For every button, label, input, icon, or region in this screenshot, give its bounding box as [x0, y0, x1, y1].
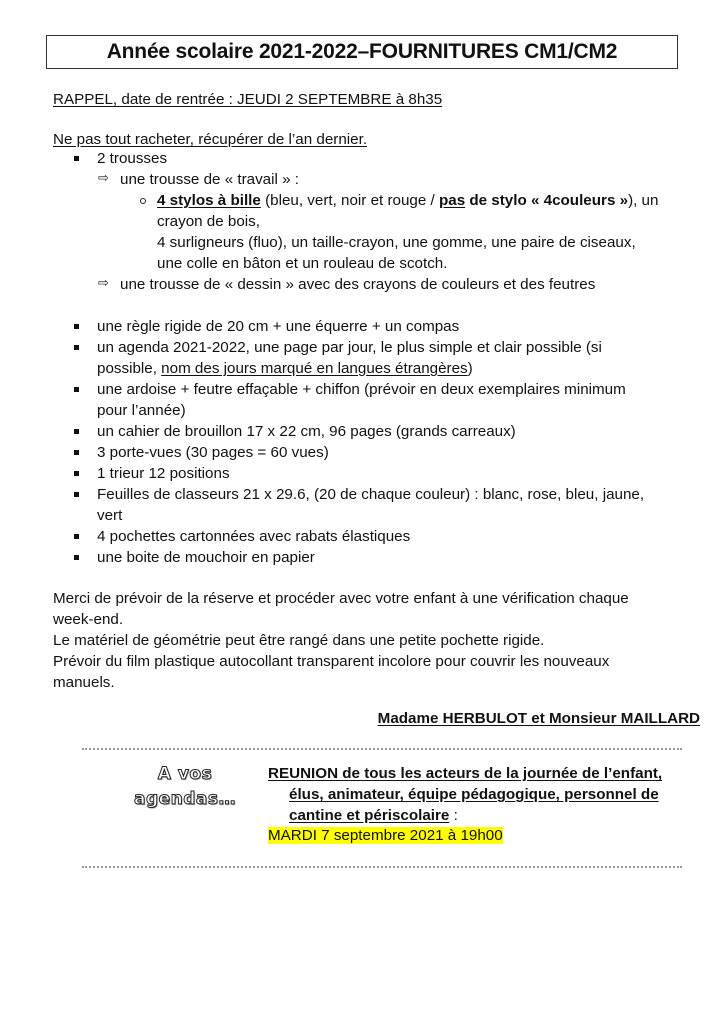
circle-bullet-icon: [140, 198, 146, 204]
crayon-line: crayon de bois,: [157, 213, 260, 230]
square-bullet-icon: [74, 471, 79, 476]
item-trieur: 1 trieur 12 positions: [97, 465, 230, 482]
item-feuilles: Feuilles de classeurs 21 x 29.6, (20 de chaque couleur) : blanc, rose, bleu, jaune,: [97, 486, 645, 503]
highlighted-date: MARDI 7 septembre 2021 à 19h00: [268, 827, 503, 844]
reunion-cantine: cantine et périscolaire: [289, 807, 450, 824]
agenda-heading-line1: A vos: [157, 764, 213, 784]
item-agenda-cont: [97, 359, 473, 379]
square-bullet-icon: [74, 345, 79, 350]
square-bullet-icon: [74, 156, 79, 161]
surligneurs-line: 4 surligneurs (fluo), un taille-crayon, une gomme, une paire de ciseaux,: [157, 234, 636, 251]
pas-word: pas: [438, 192, 466, 209]
intro-text: Ne pas tout racheter, récupérer de l’an dernier.: [53, 131, 368, 148]
square-bullet-icon: [74, 555, 79, 560]
agenda-heading-line2: agendas…: [133, 789, 237, 809]
item-ardoise: une ardoise + feutre effaçable + chiffon (prévoir en deux exemplaires minimum: [97, 381, 626, 398]
note-film-cont: manuels.: [53, 674, 115, 691]
item-regle: une règle rigide de 20 cm + une équerre + un compas: [97, 318, 460, 335]
trousse-dessin: une trousse de « dessin » avec des crayons de couleurs et des feutres: [120, 276, 596, 293]
colle-line: une colle en bâton et un rouleau de scotch.: [157, 255, 448, 272]
stylos-line: [157, 191, 658, 211]
note-merci: Merci de prévoir de la réserve et procéder avec votre enfant à une vérification chaque: [53, 590, 629, 607]
agenda-possible: possible,: [97, 360, 162, 377]
square-bullet-icon: [74, 492, 79, 497]
dotted-divider-top: [82, 748, 682, 750]
reunion-line3: [289, 806, 458, 826]
item-porte-vues: 3 porte-vues (30 pages = 60 vues): [97, 444, 329, 461]
signature: Madame HERBULOT et Monsieur MAILLARD: [377, 710, 700, 727]
item-feuilles-cont: vert: [97, 507, 123, 524]
item-agenda: un agenda 2021-2022, une page par jour, le plus simple et clair possible (si: [97, 339, 602, 356]
reunion-colon: :: [449, 807, 458, 824]
dotted-divider-bottom: [82, 866, 682, 868]
arrow-bullet-icon: ⇨: [98, 170, 109, 185]
rappel-date: RAPPEL, date de rentrée : JEUDI 2 SEPTEMBRE à 8h35: [53, 91, 443, 108]
item-pochettes: 4 pochettes cartonnées avec rabats élastiques: [97, 528, 411, 545]
square-bullet-icon: [74, 534, 79, 539]
note-geometrie: Le matériel de géométrie peut être rangé dans une petite pochette rigide.: [53, 632, 545, 649]
document-title: Année scolaire 2021-2022–FOURNITURES CM1/CM2: [46, 35, 678, 69]
note-film: Prévoir du film plastique autocollant transparent incolore pour couvrir les nouveaux: [53, 653, 610, 670]
item-cahier: un cahier de brouillon 17 x 22 cm, 96 pages (grands carreaux): [97, 423, 516, 440]
square-bullet-icon: [74, 324, 79, 329]
reunion-date: [268, 826, 503, 846]
item-mouchoir: une boite de mouchoir en papier: [97, 549, 315, 566]
square-bullet-icon: [74, 429, 79, 434]
note-merci-cont: week-end.: [53, 611, 124, 628]
stylos-end: ), un: [628, 192, 659, 209]
square-bullet-icon: [74, 450, 79, 455]
reunion-line2: élus, animateur, équipe pédagogique, personnel de: [289, 786, 659, 803]
trousses-label: 2 trousses: [97, 150, 168, 167]
stylos-4couleurs: de stylo « 4couleurs »: [465, 192, 629, 209]
agenda-langues: nom des jours marqué en langues étrangères: [161, 360, 468, 377]
trousse-travail: une trousse de « travail » :: [120, 171, 299, 188]
square-bullet-icon: [74, 387, 79, 392]
reunion-line1: REUNION de tous les acteurs de la journée de l’enfant,: [268, 765, 663, 782]
agenda-close: ): [467, 360, 473, 377]
stylos-bold: 4 stylos à bille: [157, 192, 261, 209]
arrow-bullet-icon: ⇨: [98, 275, 109, 290]
stylos-colors: (bleu, vert, noir et rouge /: [260, 192, 439, 209]
item-ardoise-cont: pour l’année): [97, 402, 186, 419]
